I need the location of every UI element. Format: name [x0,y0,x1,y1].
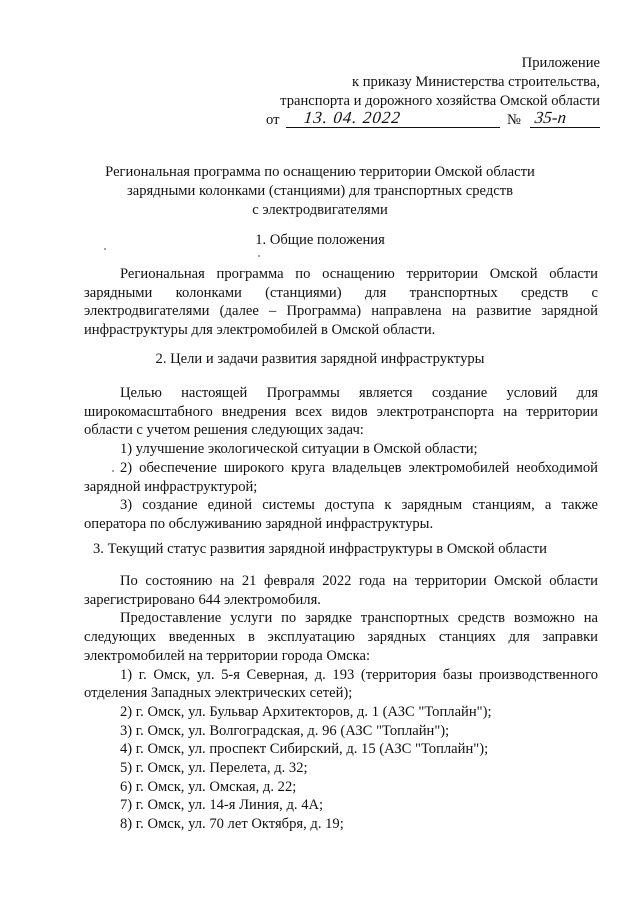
section-2-text [84,384,598,534]
appendix-ministry-line: транспорта и дорожного хозяйства Омской области [280,93,600,109]
title-line-3: с электродвигателями [252,202,388,218]
handwritten-number: 35-п [534,108,568,127]
section-1-text [84,265,598,340]
address-item-6: 6) г. Омск, ул. Омская, д. 22; [120,778,297,795]
section-3-heading: 3. Текущий статус развития зарядной инфраструктуры в Омской области [93,541,547,557]
from-label: от [266,112,280,128]
number-label: № [507,112,521,128]
scan-speck [112,470,114,472]
section-2-heading: 2. Цели и задачи развития зарядной инфраструктуры [155,351,485,367]
appendix-order-line: к приказу Министерства строительства, [351,74,600,90]
address-item-1: 1) г. Омск, ул. 5-я Северная, д. 193 (территория базы производственного отделения Западных электрических сетей); [84,666,598,702]
section-2-item-1: 1) улучшение экологической ситуации в Омской области; [120,441,478,458]
address-item-8: 8) г. Омск, ул. 70 лет Октября, д. 19; [120,816,344,833]
address-item-5: 5) г. Омск, ул. Перелета, д. 32; [120,760,308,777]
order-date-number [250,108,600,131]
appendix-label: Приложение [521,55,600,71]
scan-speck [104,248,106,250]
title-line-2: зарядными колонками (станциями) для транспортных средств [127,183,513,199]
address-item-2: 2) г. Омск, ул. Бульвар Архитекторов, д. 1 (АЗС "Топлайн"); [120,703,492,720]
address-item-4: 4) г. Омск, ул. проспект Сибирский, д. 15 (АЗС "Топлайн"); [120,741,489,758]
section-3-text [84,572,598,834]
scan-speck [258,255,260,257]
section-2-intro: Целью настоящей Программы является создание условий для широкомасштабного внедрения всех видов электротранспорта на территории области с учетом решения следующих задач: [84,385,598,439]
section-1-paragraph: Региональная программа по оснащению территории Омской области зарядными колонками (станциями) для транспортных средств с электродвигателями (далее – Программа) направлена на развитие зарядной инфраструктуры для электромобилей в Омской области. [84,266,598,339]
section-2-item-3: 3) создание единой системы доступа к зарядным станциям, а также оператора по обслуживанию зарядной инфраструктуры. [84,497,598,532]
number-underline [530,127,600,128]
document-title [40,163,600,220]
title-line-1: Региональная программа по оснащению территории Омской области [105,164,535,180]
handwritten-date: 13. 04. 2022 [303,108,402,127]
appendix-header [250,54,600,131]
address-item-3: 3) г. Омск, ул. Волгоградская, д. 96 (АЗС "Топлайн"); [120,722,450,739]
section-2-item-2: 2) обеспечение широкого круга владельцев электромобилей необходимой зарядной инфраструктурой; [84,459,598,495]
section-1-heading: 1. Общие положения [255,232,385,248]
section-3-paragraph-1: По состоянию на 21 февраля 2022 года на территории Омской области зарегистрировано 644 электромобиля. [84,573,598,608]
section-3-paragraph-2: Предоставление услуги по зарядке транспортных средств возможно на следующих введенных в эксплуатацию зарядных станциях для заправки электромобилей на территории города Омска: [84,610,598,664]
date-underline [286,127,500,128]
address-item-7: 7) г. Омск, ул. 14-я Линия, д. 4А; [120,797,324,814]
